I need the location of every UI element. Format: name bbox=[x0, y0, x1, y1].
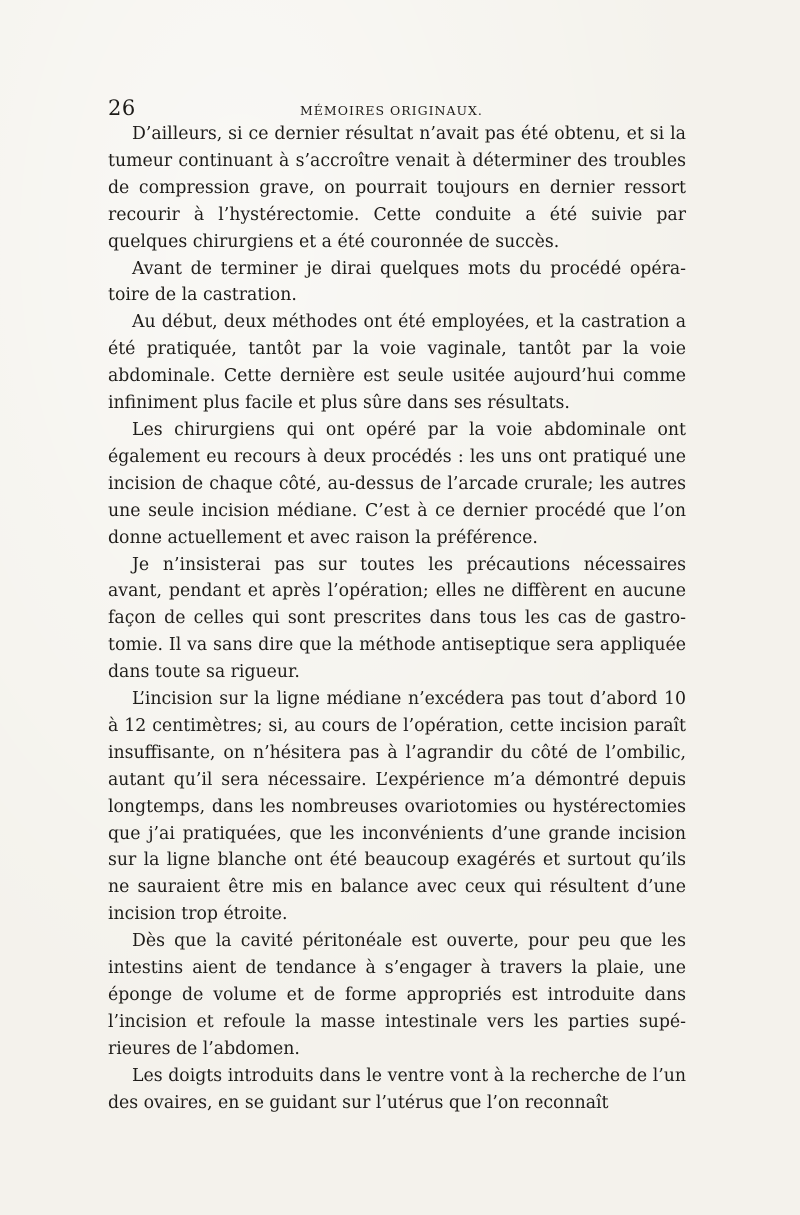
body-text bbox=[108, 121, 686, 1117]
page-number: 26 bbox=[108, 96, 136, 120]
paragraph-3: Au début, deux méthodes ont été employées, et la castration a été pratiquée, tantôt par la voie vaginale, tantôt par la voie abdominale. Cette dernière est seule usitée aujourd’hui comme infiniment plus facile et plus sûre dans ses résultats. bbox=[108, 312, 686, 414]
paragraph-5: Je n’insisterai pas sur toutes les précautions nécessaires avant, pendant et après l’opération; elles ne diffèrent en aucune façon de celles qui sont prescrites dans tous les cas de gastrotomie. Il va sans dire que la méthode antiseptique sera appliquée dans toute sa rigueur. bbox=[108, 554, 686, 683]
paragraph-4: Les chirurgiens qui ont opéré par la voie abdominale ont également eu recours à deux procédés : les uns ont pratiqué une incision de chaque côté, au-dessus de l’arcade crurale; les autres une seule incision médiane. C’est à ce dernier procédé que l’on donne actuellement et avec raison la préférence. bbox=[108, 419, 686, 548]
paragraph-1: D’ailleurs, si ce dernier résultat n’avait pas été obtenu, et si la tumeur continuant à s’accroître venait à déterminer des troubles de compression grave, on pourrait toujours en dernier ressort recourir à l’hystérectomie. Cette conduite a été suivie par quelques chirurgiens et a été couronnée de succès. bbox=[108, 124, 686, 252]
paragraph-8: Les doigts introduits dans le ventre vont à la recherche de l’un des ovaires, en se guidant sur l’utérus que l’on reconnaît bbox=[108, 1065, 686, 1113]
paragraph-6: L’incision sur la ligne médiane n’excédera pas tout d’abord 10 à 12 centimètres; si, au cours de l’opération, cette incision paraît insuffisante, on n’hésitera pas à l’agrandir du côté de l’ombilic, autant qu’il sera nécessaire. L’expérience m’a démontré depuis longtemps, dans les nombreuses ovariotomies ou hystérectomies que j’ai pratiquées, que les inconvénients d’une grande incision sur la ligne blanche ont été beaucoup exagérés et surtout qu’ils ne sauraient être mis en balance avec ceux qui résultent d’une incision trop étroite. bbox=[108, 689, 686, 925]
running-title: MÉMOIRES ORIGINAUX. bbox=[300, 103, 483, 118]
paragraph-2: Avant de terminer je dirai quelques mots du procédé opératoire de la castration. bbox=[108, 258, 686, 306]
paragraph-7: Dès que la cavité péritonéale est ouverte, pour peu que les intestins aient de tendance à s’engager à travers la plaie, une éponge de volume et de forme appropriés est introduite dans l’incision et refoule la masse intestinale vers les parties supérieures de l’abdomen. bbox=[108, 931, 686, 1059]
